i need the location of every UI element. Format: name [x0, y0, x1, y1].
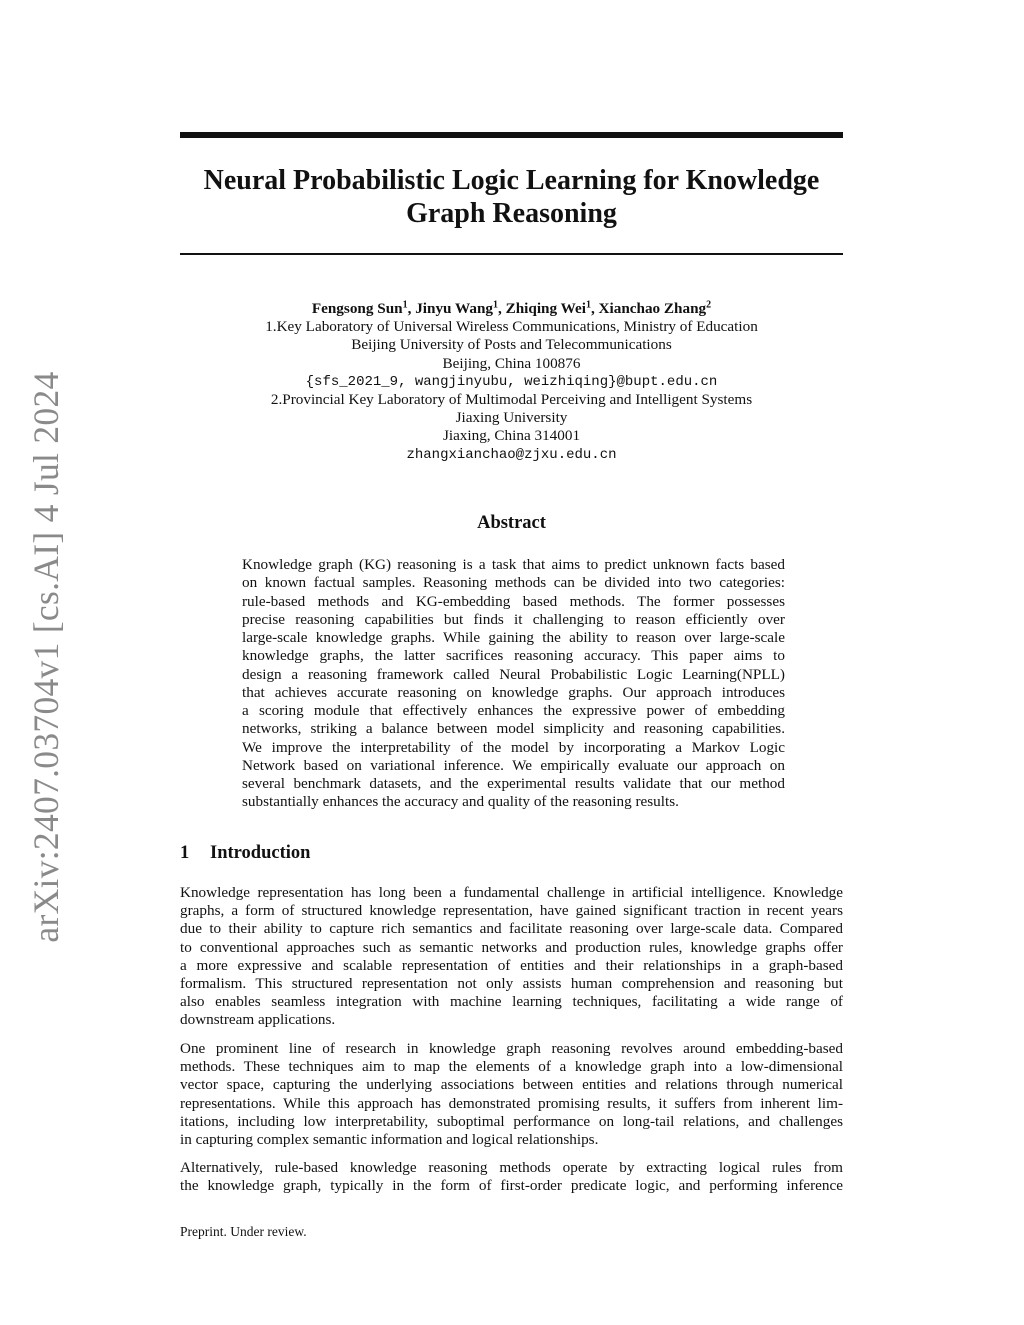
text-line: We improve the interpretability of the model by incorporating a Markov Logic [242, 738, 785, 756]
text-line: methods. These techniques aim to map the elements of a knowledge graph into a low-dimensional [180, 1058, 843, 1076]
text-line: itations, including low interpretability, suboptimal performance on long-tail relations, and challenges [180, 1112, 843, 1130]
text-line: on known factual samples. Reasoning methods can be divided into two categories: [242, 574, 785, 592]
text-line: substantially enhances the accuracy and quality of the reasoning results. [242, 793, 679, 811]
affiliation-2-university: Jiaxing University [455, 409, 568, 427]
author-block [180, 300, 843, 464]
affiliation-2-address: Jiaxing, China 314001 [442, 427, 581, 445]
abstract-body [242, 556, 785, 812]
section-number: 1 [180, 843, 190, 863]
text-line: a scoring module that effectively enhances the expressive power of embedding [242, 702, 785, 719]
text-line: networks, striking a balance between model simplicity and reasoning capabilities. [242, 720, 785, 738]
intro-paragraph-1 [180, 884, 843, 1030]
text-line: also enables seamless integration with machine learning techniques, facilitating a wide range of [180, 993, 843, 1011]
text-line: design a reasoning framework called Neural Probabilistic Logic Learning(NPLL) [242, 665, 785, 683]
author-affiliation-mark: 1 [585, 299, 591, 311]
affiliation-1-university: Beijing University of Posts and Telecommunications [351, 336, 672, 354]
affiliation-2-lab: 2.Provincial Key Laboratory of Multimodal Perceiving and Intelligent Systems [270, 391, 753, 409]
text-line: in capturing complex semantic information and logical relationships. [180, 1131, 599, 1149]
title-bottom-rule [180, 253, 843, 255]
author-affiliation-mark: 1 [402, 299, 408, 311]
text-line: Knowledge graph (KG) reasoning is a task that aims to predict unknown facts based [242, 556, 785, 573]
text-line: rule-based methods and KG-embedding based methods. The former possesses [242, 592, 785, 610]
text-line: One prominent line of research in knowledge graph reasoning revolves around embedding-based [180, 1040, 843, 1057]
text-line: vector space, capturing the underlying associations between entities and relations through numerical [180, 1076, 843, 1094]
text-line: Knowledge representation has long been a fundamental challenge in artificial intelligence. Knowledge [180, 884, 843, 901]
author-affiliation-mark: 2 [706, 299, 712, 311]
intro-paragraph-2 [180, 1040, 843, 1149]
abstract-heading: Abstract [477, 513, 546, 533]
footer-preprint-note: Preprint. Under review. [180, 1224, 307, 1239]
affiliation-1-address: Beijing, China 100876 [442, 354, 581, 372]
text-line: graphs, a form of structured knowledge representation, have gained significant traction in recent years [180, 902, 843, 920]
text-line: the knowledge graph, typically in the form of first-order predicate logic, and performing inference [180, 1177, 843, 1195]
text-line: knowledge graphs, the latter sacrifices reasoning accuracy. This paper aims to [242, 647, 785, 665]
text-line: a more expressive and scalable representation of entities and their relationships in a graph-based [180, 956, 843, 974]
text-line: Alternatively, rule-based knowledge reasoning methods operate by extracting logical rules from [180, 1159, 843, 1176]
author-names: Fengsong Sun$^1$, Jinyu Wang$^1$, Zhiqing Wei$^1$, Xianchao Zhang$^2$ [311, 299, 712, 317]
text-line: formalism. This structured representation not only assists human comprehension and reasoning but [180, 975, 843, 993]
paper-title [180, 164, 843, 230]
title-line: Neural Probabilistic Logic Learning for Knowledge [203, 165, 820, 196]
affiliation-2-email[interactable]: zhangxianchao@zjxu.edu.cn [406, 446, 617, 463]
intro-paragraph-3 [180, 1159, 843, 1195]
title-line: Graph Reasoning [406, 198, 617, 229]
text-line: due to their ability to capture rich semantics and facilitate reasoning over large-scale data. Compared [180, 920, 843, 938]
section-title: Introduction [210, 843, 311, 863]
text-line: several benchmark datasets, and the experimental results validate that our method [242, 775, 785, 792]
section-heading-introduction [180, 843, 310, 864]
affiliation-1-email[interactable]: {sfs_2021_9, wangjinyubu, weizhiqing}@bupt.edu.cn [305, 373, 718, 390]
author-name: Fengsong Sun [311, 300, 403, 317]
text-line: Network based on variational inference. We empirically evaluate our approach on [242, 756, 785, 774]
text-line: large-scale knowledge graphs. While gaining the ability to reason over large-scale [242, 629, 785, 646]
text-line: precise reasoning capabilities but finds it challenging to reason efficiently over [242, 610, 785, 628]
arxiv-side-stamp: arXiv:2407.03704v1 [cs.AI] 4 Jul 2024 [26, 371, 66, 943]
author-name: Zhiqing Wei [505, 300, 586, 317]
author-name: Xianchao Zhang [598, 300, 707, 317]
text-line: downstream applications. [180, 1011, 336, 1029]
title-top-rule [180, 132, 843, 138]
affiliation-1-lab: 1.Key Laboratory of Universal Wireless Communications, Ministry of Education [265, 318, 758, 336]
text-line: to conventional approaches such as semantic networks and production rules, knowledge graphs offer [180, 938, 843, 956]
text-line: that achieves accurate reasoning on knowledge graphs. Our approach introduces [242, 683, 785, 701]
author-affiliation-mark: 1 [493, 299, 498, 311]
author-name: Jinyu Wang [415, 300, 493, 317]
text-line: representations. While this approach has demonstrated promising results, it suffers from inherent lim- [180, 1094, 843, 1112]
